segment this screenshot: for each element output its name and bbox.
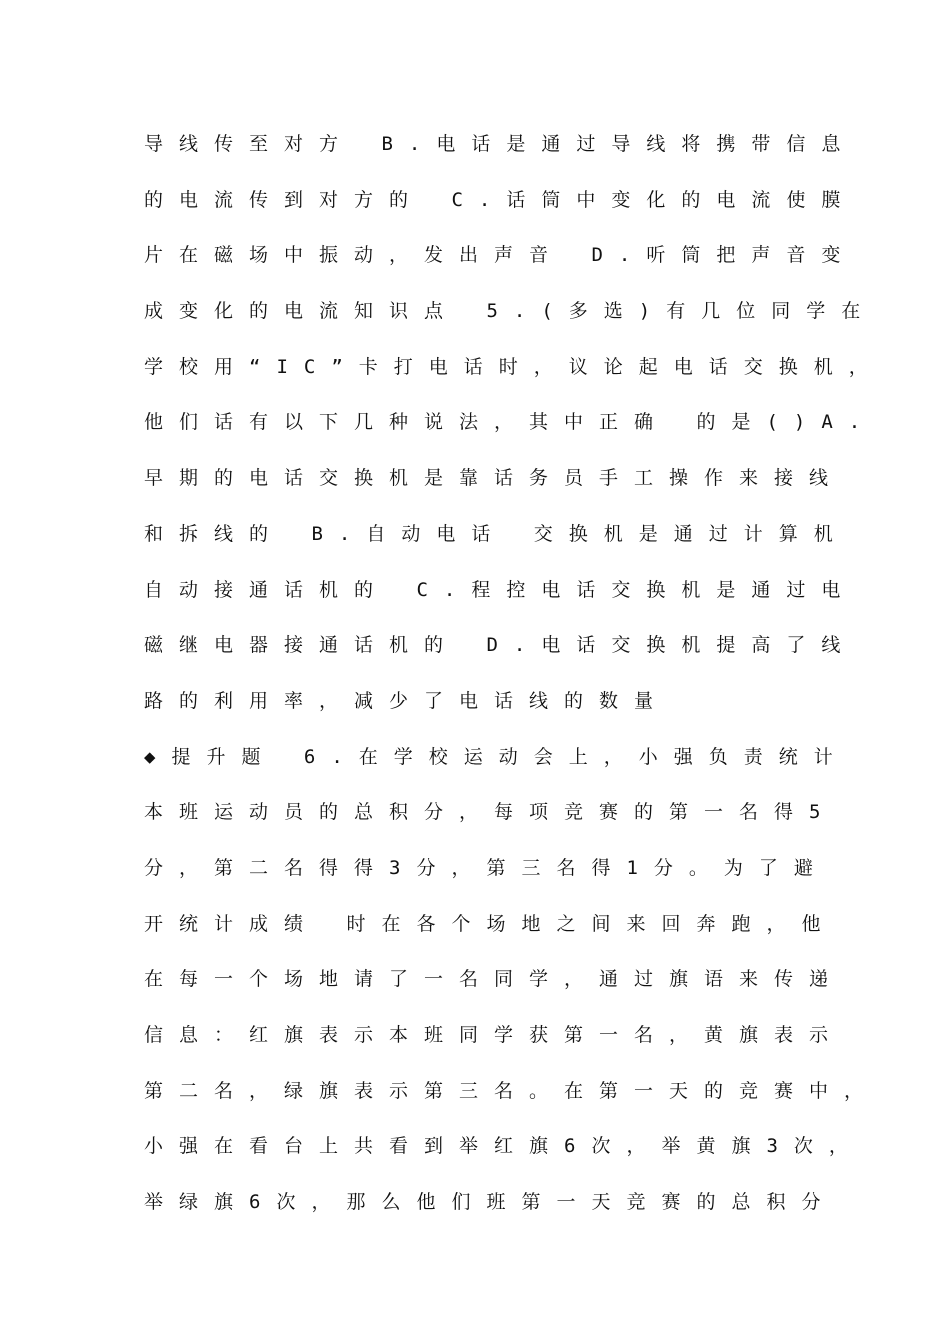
- text-line: 路的利用率，减少了电话线的数量: [144, 689, 670, 712]
- text-line: 和拆线的 B.自动电话 交换机是通过计算机: [144, 522, 849, 545]
- text-line: 分，第二名得得3分，第三名得1分。为了避: [144, 856, 829, 879]
- text-line: 举绿旗6次，那么他们班第一天竞赛的总积分: [144, 1191, 837, 1214]
- text-line: 小强在看台上共看到举红旗6次，举黄旗3次，: [144, 1135, 864, 1158]
- text-line: ◆提升题 6.在学校运动会上，小强负责统计: [144, 745, 849, 768]
- text-line: 自动接通话机的 C.程控电话交换机是通过电: [144, 578, 857, 601]
- text-line: 在每一个场地请了一名同学，通过旗语来传递: [144, 968, 845, 991]
- text-line: 的电流传到对方的 C.话筒中变化的电流使膜: [144, 188, 857, 211]
- text-line: 磁继电器接通话机的 D.电话交换机提高了线: [144, 634, 857, 657]
- text-line: 片在磁场中振动，发出声音 D.听筒把声音变: [144, 244, 857, 267]
- text-line: 开统计成绩 时在各个场地之间来回奔跑，他: [144, 912, 837, 935]
- text-line: 导线传至对方 B.电话是通过导线将携带信息: [144, 133, 857, 155]
- text-line: 本班运动员的总积分，每项竞赛的第一名得5: [144, 801, 837, 824]
- text-line: 信息：红旗表示本班同学获第一名，黄旗表示: [144, 1024, 845, 1046]
- text-line: 成变化的电流知识点 5.(多选)有几位同学在: [144, 300, 877, 323]
- text-line: 学校用“IC”卡打电话时，议论起电话交换机，: [144, 355, 884, 378]
- text-line: 他们话有以下几种说法，其中正确 的是()A.: [144, 411, 877, 434]
- document-body: [144, 126, 884, 1240]
- text-line: 早期的电话交换机是靠话务员手工操作来接线: [144, 467, 845, 490]
- text-line: 第二名，绿旗表示第三名。在第一天的竞赛中，: [144, 1079, 880, 1102]
